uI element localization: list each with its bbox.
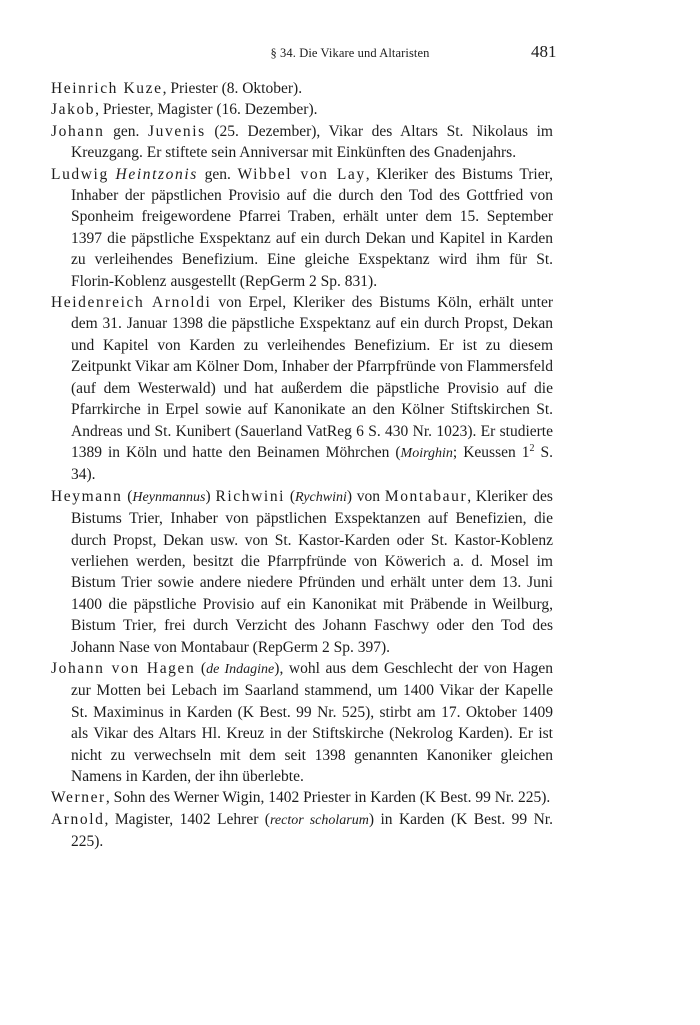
entry-text: , Priester, Magister (16. Dezember). xyxy=(95,101,318,119)
entry-heinrich-kuze xyxy=(51,78,553,99)
entry-text: (25. Dezember), Vikar des Altars St. Nikolaus im Kreuzgang. Er stiftete sein Anniversar mit Einkünften des Gnadenjahrs. xyxy=(71,122,553,162)
entry-text: ( xyxy=(122,487,133,505)
entry-heidenreich-arnoldi xyxy=(51,292,553,486)
entry-name: Heidenreich Arnoldi xyxy=(51,294,212,312)
name-variant: rector scholarum xyxy=(269,812,369,828)
entry-text: ( xyxy=(285,487,296,505)
entry-text xyxy=(109,166,116,183)
page-number: 481 xyxy=(531,42,557,61)
entry-text: ) von xyxy=(346,487,385,505)
entry-name: Montabaur xyxy=(384,487,468,505)
entry-name: Johann von Hagen xyxy=(51,659,196,677)
entry-name: Wibbel von Lay xyxy=(237,165,366,183)
entry-name: Johann xyxy=(51,122,105,140)
entry-heymann-richwini xyxy=(51,486,553,658)
name-variant: Heynmannus xyxy=(132,489,206,505)
entry-name: Arnold xyxy=(51,810,105,828)
entry-name: Heinrich Kuze xyxy=(51,80,163,97)
entry-text: gen. xyxy=(104,122,149,140)
section-title: § 34. Die Vikare und Altaristen xyxy=(270,46,430,60)
entry-jakob xyxy=(51,99,553,120)
name-variant: Moirghin xyxy=(400,445,453,461)
entry-text: , Magister, 1402 Lehrer ( xyxy=(104,810,270,828)
edition-superscript: 2 xyxy=(529,442,535,454)
name-variant: Rychwini xyxy=(295,489,347,505)
entry-text: S. 34). xyxy=(71,443,554,484)
entry-name: Ludwig xyxy=(51,165,109,183)
entry-text: , Kleriker des Bistums Trier, Inhaber der päpstlichen Provisio auf die durch den Tod des Gottfried von Sponheim freigewordene Pfarrei Traben, erhält unter dem 15. September 1397 die päpstliche Exspektanz auf ein durch Dekan und Kapitel in Karden zu verleihendes Benefizium. Eine gleiche Exspektanz wird ihm für St. Florin-Koblenz ausgestellt (RepGerm 2 Sp. 831). xyxy=(71,165,553,290)
entry-text: gen. xyxy=(197,165,238,183)
body-text xyxy=(51,78,553,853)
entry-name: Jakob xyxy=(51,101,96,119)
entry-name: Richwini xyxy=(215,487,286,505)
entry-text: ; Keussen 1 xyxy=(452,443,530,461)
entry-text: , Sohn des Werner Wigin, 1402 Priester in Karden (K Best. 99 Nr. 225). xyxy=(105,789,551,807)
entry-name: Juvenis xyxy=(148,122,206,140)
entry-text: ) xyxy=(205,487,216,505)
entry-name: Werner xyxy=(51,789,106,807)
entry-werner xyxy=(51,787,553,808)
entry-text: , Kleriker des Bistums Trier, Inhaber von päpstlichen Exspektanzen auf Benefizien, die durch Propst, Dekan usw. von St. Kastor-Karden oder St. Kastor-Koblenz verliehen werden, besitzt die Pfarrpfründe von Köwerich a. d. Mosel im Bistum Trier sowie andere niedere Pfründen und erhält unter dem 13. Juni 1400 die päpstliche Provisio auf ein Kanonikat mit Präbende in Weilburg, Bistum Trier, frei durch Verzicht des Johann Faschwy oder den Tod des Johann Nase von Montabaur (RepGerm 2 Sp. 397). xyxy=(71,487,553,656)
running-head xyxy=(0,40,700,64)
entry-johann-juvenis xyxy=(51,121,553,164)
entry-text: ), wohl aus dem Geschlecht der von Hagen zur Motten bei Lebach im Saarland stammend, um 1400 Vikar der Kapelle St. Maximinus in Karden (K Best. 99 Nr. 525), stirbt am 17. Oktober 1409 als Vikar des Altars Hl. Kreuz in der Stiftskirche (Nekrolog Karden). Er ist nicht zu verwechseln mit dem seit 1398 genannten Kanoniker gleichen Namens in Karden, der ihn überlebte. xyxy=(71,659,553,785)
name-variant: Heintzonis xyxy=(115,165,198,183)
entry-johann-von-hagen xyxy=(51,658,553,787)
name-variant: de Indagine xyxy=(206,661,275,677)
entry-text: von Erpel, Kleriker des Bistums Köln, erhält unter dem 31. Januar 1398 die päpstliche Exspektanz auf ein durch Propst, Dekan und Kapitel von Karden zu verleihendes Benefizium. Er ist zu diesem Zeitpunkt Vikar am Kölner Dom, Inhaber der Pfarrpfründe von Flammersfeld (auf dem Westerwald) und hat außerdem die päpstliche Provisio auf die Pfarrkirche in Erpel sowie auf Kanonikate an den Kölner Stiftskirchen St. Andreas und St. Kunibert (Sauerland VatReg 6 S. 430 Nr. 1023). Er studierte 1389 in Köln und hatte den Beinamen Möhrchen ( xyxy=(71,294,553,461)
entry-text: ( xyxy=(195,659,207,677)
entry-ludwig-heintzonis xyxy=(51,164,553,292)
entry-arnold xyxy=(51,809,553,853)
entry-name: Heymann xyxy=(51,487,123,505)
entry-text: , Priester (8. Oktober). xyxy=(162,80,303,97)
entry-text: ) in Karden (K Best. 99 Nr. 225). xyxy=(71,810,553,851)
